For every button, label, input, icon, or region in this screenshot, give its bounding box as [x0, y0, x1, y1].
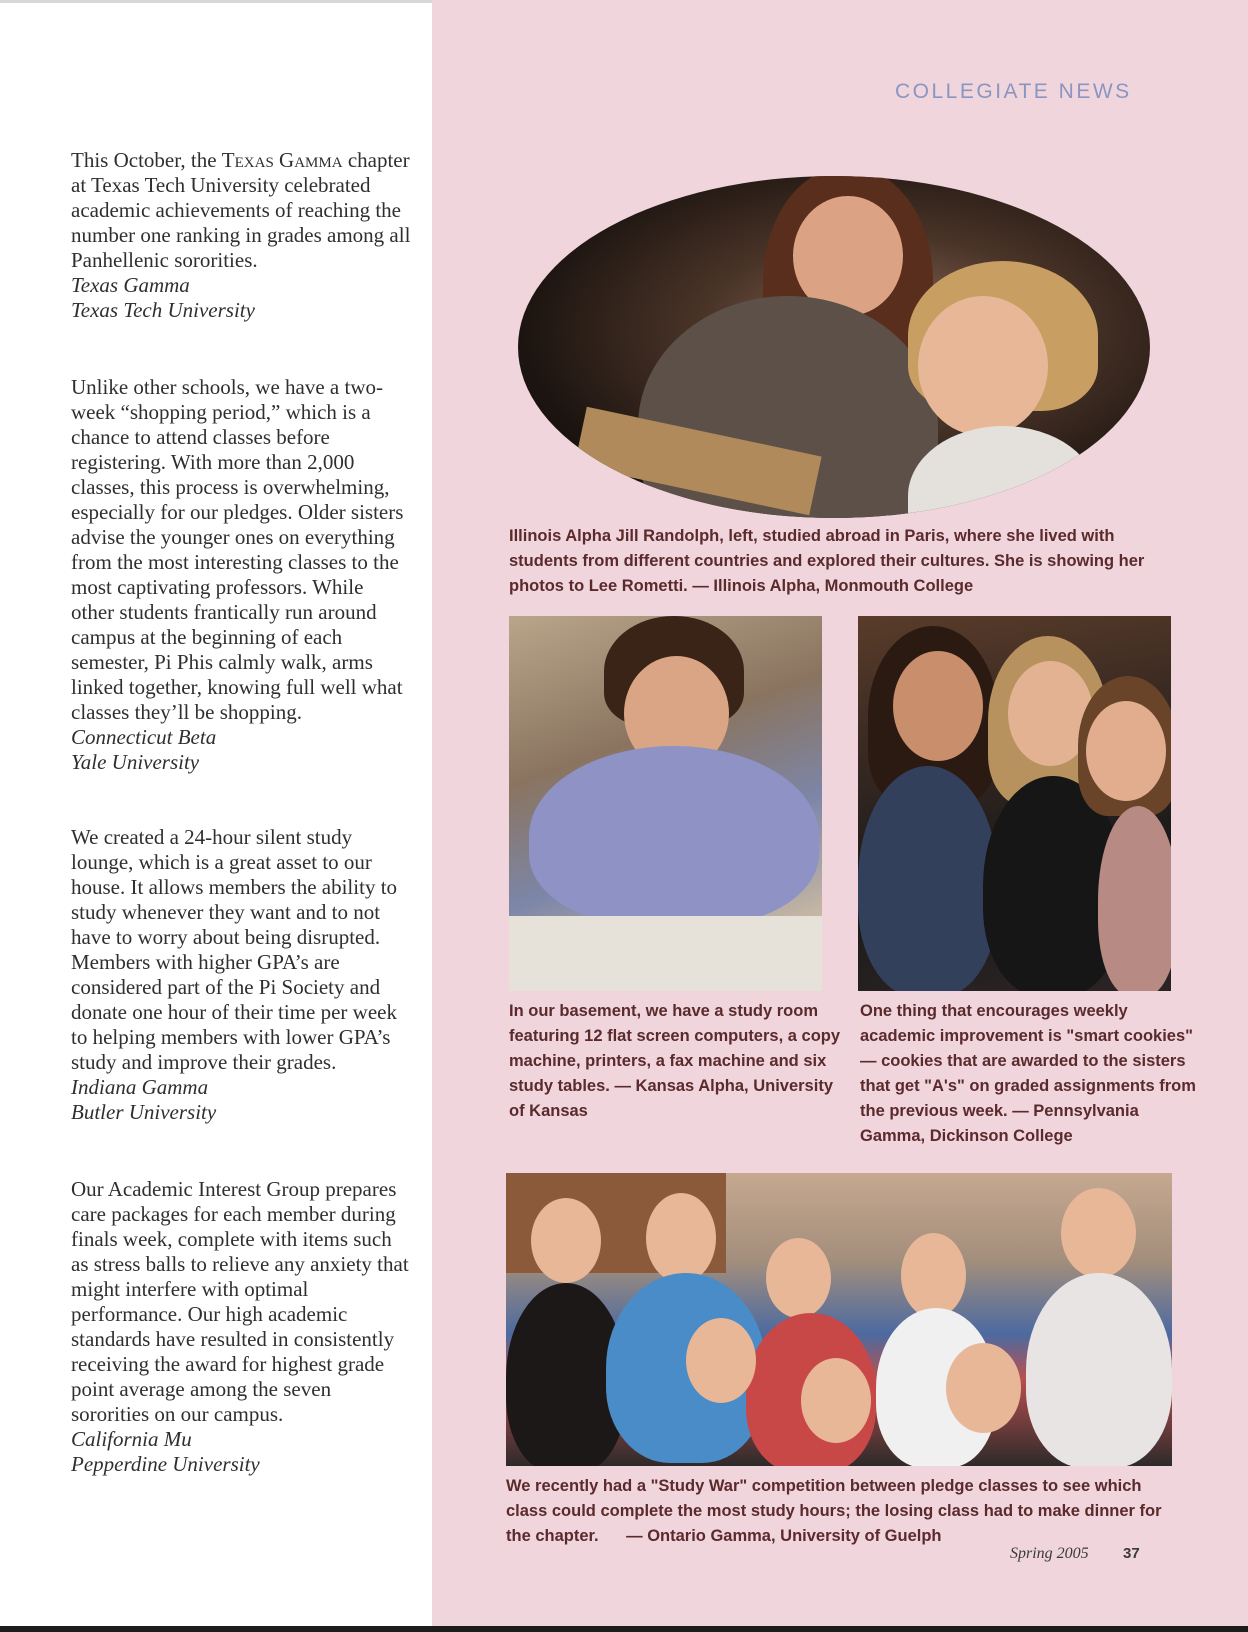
photo-figure — [1061, 1188, 1136, 1278]
photo-figure — [858, 766, 998, 991]
issue-label: Spring 2005 — [1010, 1545, 1089, 1562]
scan-edge-top — [0, 0, 432, 3]
photo-figure — [893, 651, 983, 761]
caption-photo-3: One thing that encourages weekly academic improvement is "smart cookies" — cookies that are awarded to the sisters that get "A's" on graded assignments from the previous week. — Pennsylvania Gamma, Dickinson College — [860, 1002, 1196, 1145]
photo-figure — [901, 1233, 966, 1318]
caption-photo-1: Illinois Alpha Jill Randolph, left, studied abroad in Paris, where she lived with students from different countries and explored their cultures. She is showing her photos to Lee Rometti. — Illinois Alpha, Monmouth College — [509, 527, 1145, 595]
photo-figure — [686, 1318, 756, 1403]
photo-figure — [531, 1198, 601, 1283]
photo-figure — [1098, 806, 1171, 991]
photo-figure — [646, 1193, 716, 1283]
chapter-signature: Texas Gamma — [71, 273, 190, 297]
caption-photo-2: In our basement, we have a study room featuring 12 flat screen computers, a copy machine, printers, a fax machine and six study tables. — Kansas Alpha, University of Kansas — [509, 1002, 841, 1120]
chapter-signature: Connecticut Beta — [71, 725, 217, 749]
photo-oval-two-women-looking-at-photos — [518, 176, 1150, 518]
photo-group-of-nine-women — [506, 1173, 1172, 1466]
school-signature: Butler University — [71, 1100, 217, 1124]
photo-table — [509, 916, 822, 991]
scan-edge-bottom — [0, 1626, 1248, 1632]
photo-three-smiling-women — [858, 616, 1171, 991]
chapter-name-smallcaps: Texas Gamma — [221, 148, 343, 172]
article-body: We created a 24-hour silent study lounge, which is a great asset to our house. It allows members the ability to study whenever they want and to not have to worry about being disrupted. Members with higher GPA’s are considered part of the Pi Society and donate one hour of their time per week to helping members with lower GPA’s study and improve their grades. — [71, 825, 398, 1074]
article-california-mu — [71, 1177, 411, 1477]
photo-student-studying — [509, 616, 822, 991]
school-signature: Texas Tech University — [71, 298, 255, 322]
page-number: 37 — [1123, 1545, 1140, 1562]
photo-figure — [801, 1358, 871, 1443]
caption-photo-4: We recently had a "Study War" competition between pledge classes to see which class could complete the most study hours; the losing class had to make dinner for the chapter. — Ontario Gamma, University of Guelph — [506, 1477, 1167, 1545]
chapter-signature: California Mu — [71, 1427, 192, 1451]
school-signature: Pepperdine University — [71, 1452, 260, 1476]
photo-figure — [946, 1343, 1021, 1433]
photo-figure — [529, 746, 819, 926]
photo-figure — [766, 1238, 831, 1318]
article-indiana-gamma — [71, 825, 411, 1125]
article-body: Our Academic Interest Group prepares care packages for each member during finals week, complete with items such as stress balls to relieve any anxiety that might interfere with optimal performance. Our high academic standards have resulted in consistently receiving the award for highest grade point average among the seven sororities on our campus. — [71, 1177, 409, 1426]
photo-figure — [918, 296, 1048, 436]
article-body: Unlike other schools, we have a two-week “shopping period,” which is a chance to attend classes before registering. With more than 2,000 classes, this process is overwhelming, especially for our pledges. Older sisters advise the younger ones on everything from the most interesting classes to the most captivating professors. While other students frantically run around campus at the beginning of each semester, Pi Phis calmly walk, arms linked together, knowing full well what classes they’ll be shopping. — [71, 375, 404, 724]
article-connecticut-beta — [71, 375, 411, 775]
photo-figure — [1026, 1273, 1172, 1466]
photo-figure — [1086, 701, 1166, 801]
chapter-signature: Indiana Gamma — [71, 1075, 209, 1099]
section-title: COLLEGIATE NEWS — [895, 80, 1132, 103]
article-texas-gamma — [71, 148, 411, 323]
article-body: This October, the Texas Gamma chapter at Texas Tech University celebrated academic achievements of reaching the number one ranking in grades among all Panhellenic sororities. — [71, 148, 411, 272]
school-signature: Yale University — [71, 750, 200, 774]
